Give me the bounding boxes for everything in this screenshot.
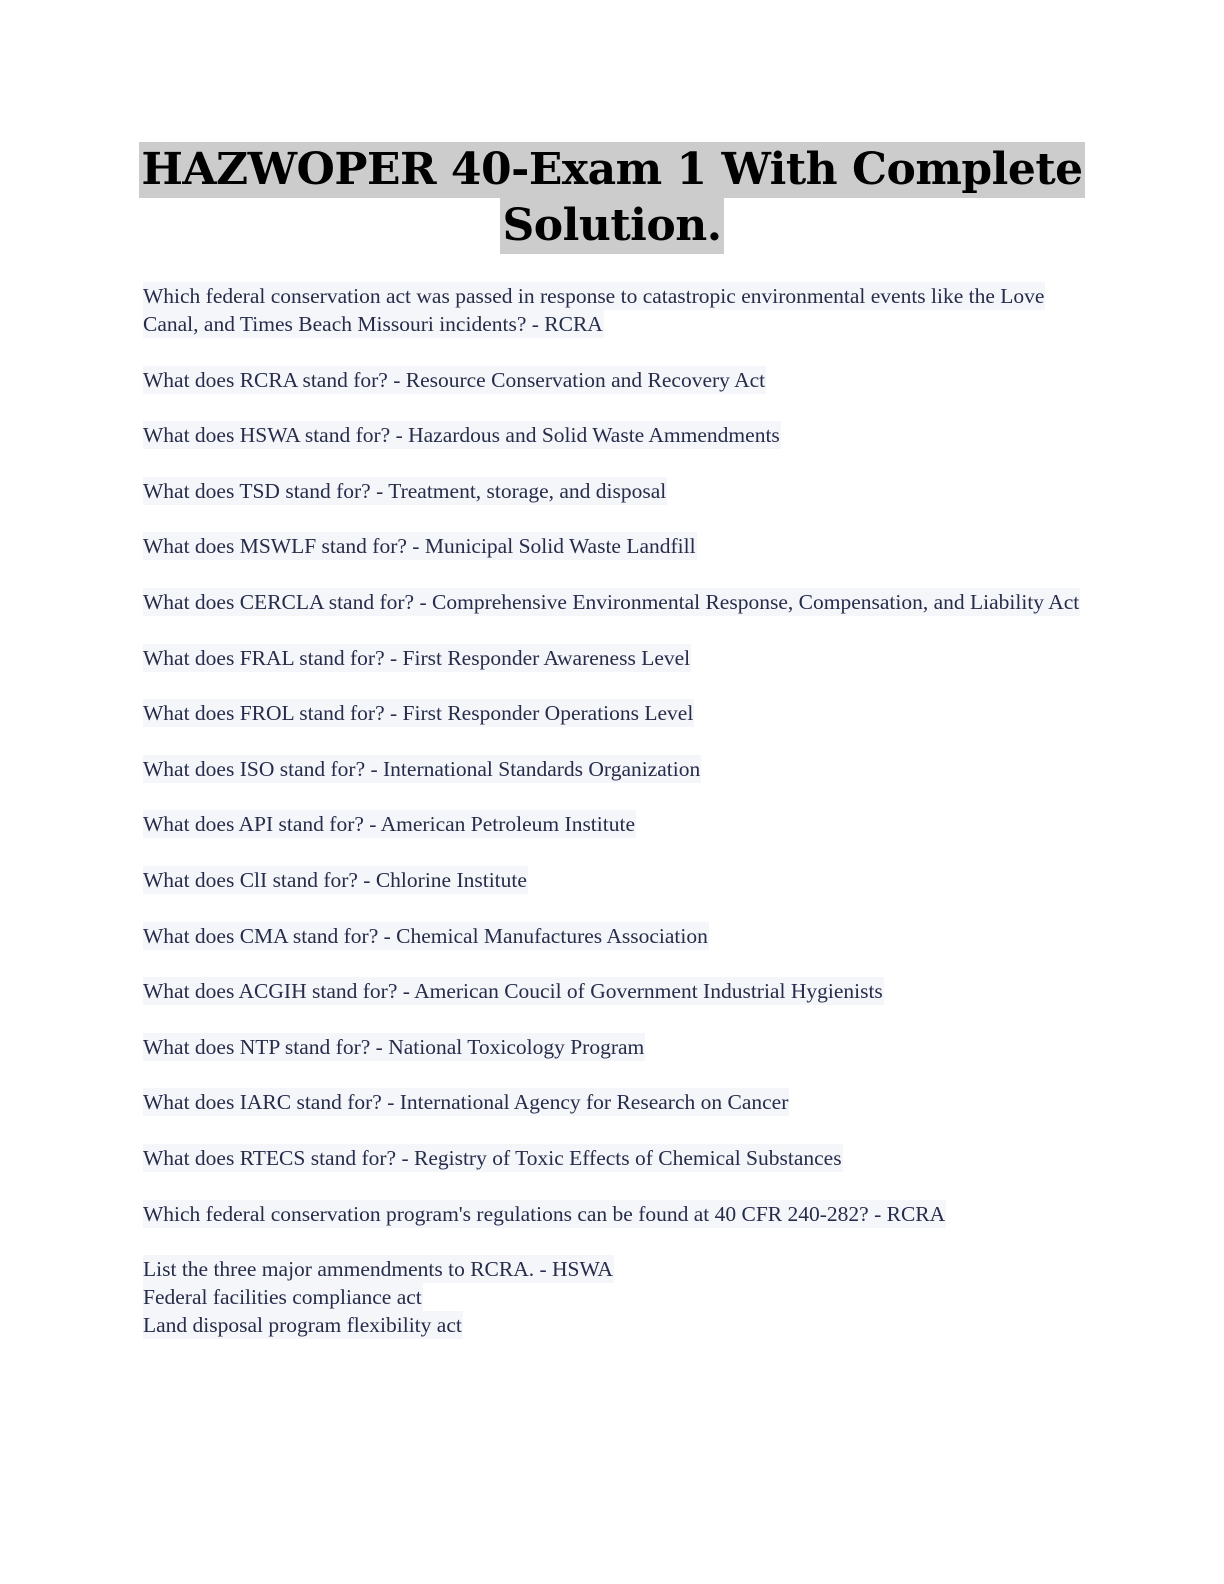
qa-text: What does RTECS stand for? - Registry of Toxic Effects of Chemical Substances [143,1145,842,1170]
qa-text: What does FROL stand for? - First Responder Operations Level [143,701,694,726]
qa-item [143,421,1083,449]
qa-text: What does HSWA stand for? - Hazardous and Solid Waste Ammendments [143,423,780,448]
qa-item [143,644,1083,672]
qa-item [143,477,1083,505]
title-line-2: Solution. [500,198,723,254]
qa-item [143,977,1083,1005]
qa-text: What does API stand for? - American Petroleum Institute [143,812,635,837]
qa-item [143,1088,1083,1116]
qa-line-text: List the three major ammendments to RCRA. - HSWA [143,1257,613,1282]
qa-item [143,366,1083,394]
qa-item [143,1033,1083,1061]
qa-text: What does NTP stand for? - National Toxicology Program [143,1034,645,1059]
qa-line [143,1283,1083,1311]
qa-item [143,866,1083,894]
page-title [0,142,1224,254]
qa-line [143,1255,1083,1283]
qa-text: What does ACGIH stand for? - American Coucil of Government Industrial Hygienists [143,979,883,1004]
qa-text: What does FRAL stand for? - First Responder Awareness Level [143,645,691,670]
qa-text: What does CERCLA stand for? - Comprehensive Environmental Response, Compensation, and Liability Act [143,589,1080,614]
qa-text: What does IARC stand for? - International Agency for Research on Cancer [143,1090,789,1115]
qa-item [143,1200,1083,1228]
qa-text: What does MSWLF stand for? - Municipal Solid Waste Landfill [143,534,696,559]
qa-item [143,282,1083,338]
qa-line-text: Land disposal program flexibility act [143,1313,462,1338]
qa-line-text: Federal facilities compliance act [143,1285,422,1310]
qa-list [143,282,1083,1367]
qa-text: Which federal conservation program's regulations can be found at 40 CFR 240-282? - RCRA [143,1201,946,1226]
qa-text: What does RCRA stand for? - Resource Conservation and Recovery Act [143,367,766,392]
qa-item [143,810,1083,838]
qa-line [143,1311,1083,1339]
qa-item [143,755,1083,783]
qa-text: What does TSD stand for? - Treatment, storage, and disposal [143,478,667,503]
qa-item-multiline [143,1255,1083,1339]
qa-text: What does ClI stand for? - Chlorine Institute [143,867,527,892]
qa-item [143,588,1083,616]
qa-text: What does ISO stand for? - International Standards Organization [143,756,701,781]
qa-item [143,699,1083,727]
qa-text: What does CMA stand for? - Chemical Manufactures Association [143,923,708,948]
qa-item [143,1144,1083,1172]
qa-item [143,922,1083,950]
title-line-1: HAZWOPER 40-Exam 1 With Complete [139,142,1084,198]
qa-text: Which federal conservation act was passed in response to catastropic environmental events like the Love Canal, and Times Beach Missouri incidents? - RCRA [143,284,1045,336]
qa-item [143,532,1083,560]
